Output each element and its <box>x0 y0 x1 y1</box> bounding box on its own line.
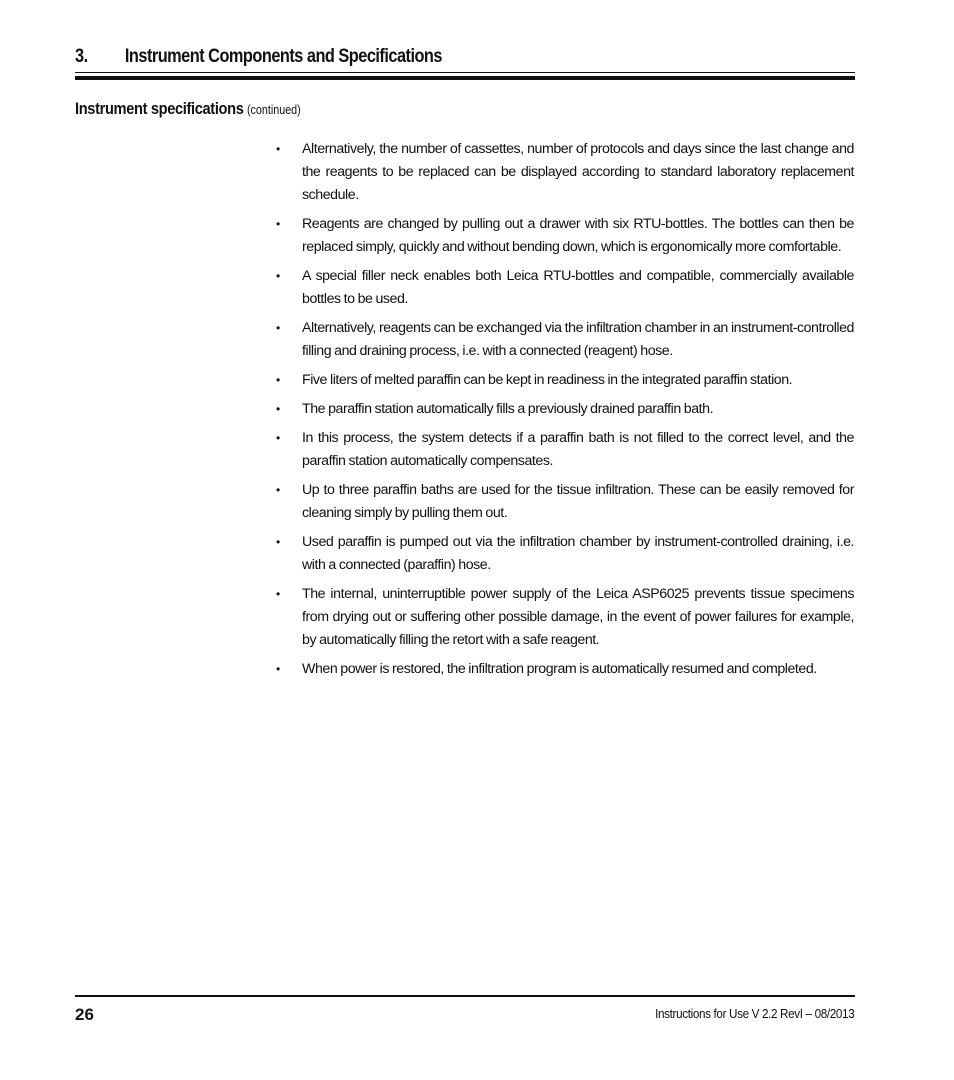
bullet-icon: • <box>276 662 280 676</box>
section-note: (continued) <box>246 103 301 117</box>
header-rule-thin <box>75 72 855 73</box>
list-item-text: The paraffin station automatically fills a previously drained paraffin bath. <box>302 401 714 417</box>
list-item-text: A special filler neck enables both Leica RTU-bottles and compatible, commercially available bottles to be used. <box>302 268 854 307</box>
list-item <box>276 317 854 363</box>
list-item <box>276 531 854 577</box>
list-item <box>276 265 854 311</box>
bullet-icon: • <box>276 431 280 445</box>
list-item <box>276 479 854 525</box>
bullet-icon: • <box>276 587 280 601</box>
bullet-icon: • <box>276 217 280 231</box>
specification-list <box>276 138 854 687</box>
section-heading <box>75 99 301 119</box>
bullet-icon: • <box>276 373 280 387</box>
list-item-text: Alternatively, reagents can be exchanged via the infiltration chamber in an instrument-controlled filling and draining process, i.e. with a connected (reagent) hose. <box>302 320 854 359</box>
list-item <box>276 398 854 421</box>
list-item-text: Alternatively, the number of cassettes, number of protocols and days since the last change and the reagents to be replaced can be displayed according to standard laboratory replacement schedule. <box>302 141 854 203</box>
document-info: Instructions for Use V 2.2 RevI – 08/2013 <box>654 1006 854 1021</box>
footer-rule <box>75 995 855 997</box>
list-item-text: Reagents are changed by pulling out a drawer with six RTU-bottles. The bottles can then be replaced simply, quickly and without bending down, which is ergonomically more comfortable. <box>302 216 854 255</box>
list-item-text: When power is restored, the infiltration program is automatically resumed and completed. <box>302 661 817 677</box>
list-item <box>276 658 854 681</box>
list-item <box>276 369 854 392</box>
list-item <box>276 213 854 259</box>
list-item-text: The internal, uninterruptible power supply of the Leica ASP6025 prevents tissue specimens from drying out or suffering other possible damage, in the event of power failures for example, by automatically filling the retort with a safe reagent. <box>302 586 854 648</box>
chapter-number: 3. <box>75 46 88 67</box>
bullet-icon: • <box>276 321 280 335</box>
page-number: 26 <box>75 1005 94 1024</box>
list-item-text: In this process, the system detects if a paraffin bath is not filled to the correct level, and the paraffin station automatically compensates. <box>302 430 854 469</box>
bullet-icon: • <box>276 269 280 283</box>
chapter-heading <box>75 46 746 68</box>
bullet-icon: • <box>276 483 280 497</box>
list-item-text: Up to three paraffin baths are used for the tissue infiltration. These can be easily removed for cleaning simply by pulling them out. <box>302 482 854 521</box>
list-item <box>276 583 854 652</box>
chapter-title: Instrument Components and Specifications <box>124 46 442 67</box>
header-rule-thick <box>75 76 855 80</box>
list-item-text: Five liters of melted paraffin can be kept in readiness in the integrated paraffin station. <box>302 372 793 388</box>
bullet-icon: • <box>276 402 280 416</box>
bullet-icon: • <box>276 535 280 549</box>
list-item-text: Used paraffin is pumped out via the infiltration chamber by instrument-controlled draining, i.e. with a connected (paraffin) hose. <box>302 534 854 573</box>
bullet-icon: • <box>276 142 280 156</box>
section-title: Instrument specifications <box>75 99 244 118</box>
list-item <box>276 427 854 473</box>
list-item <box>276 138 854 207</box>
